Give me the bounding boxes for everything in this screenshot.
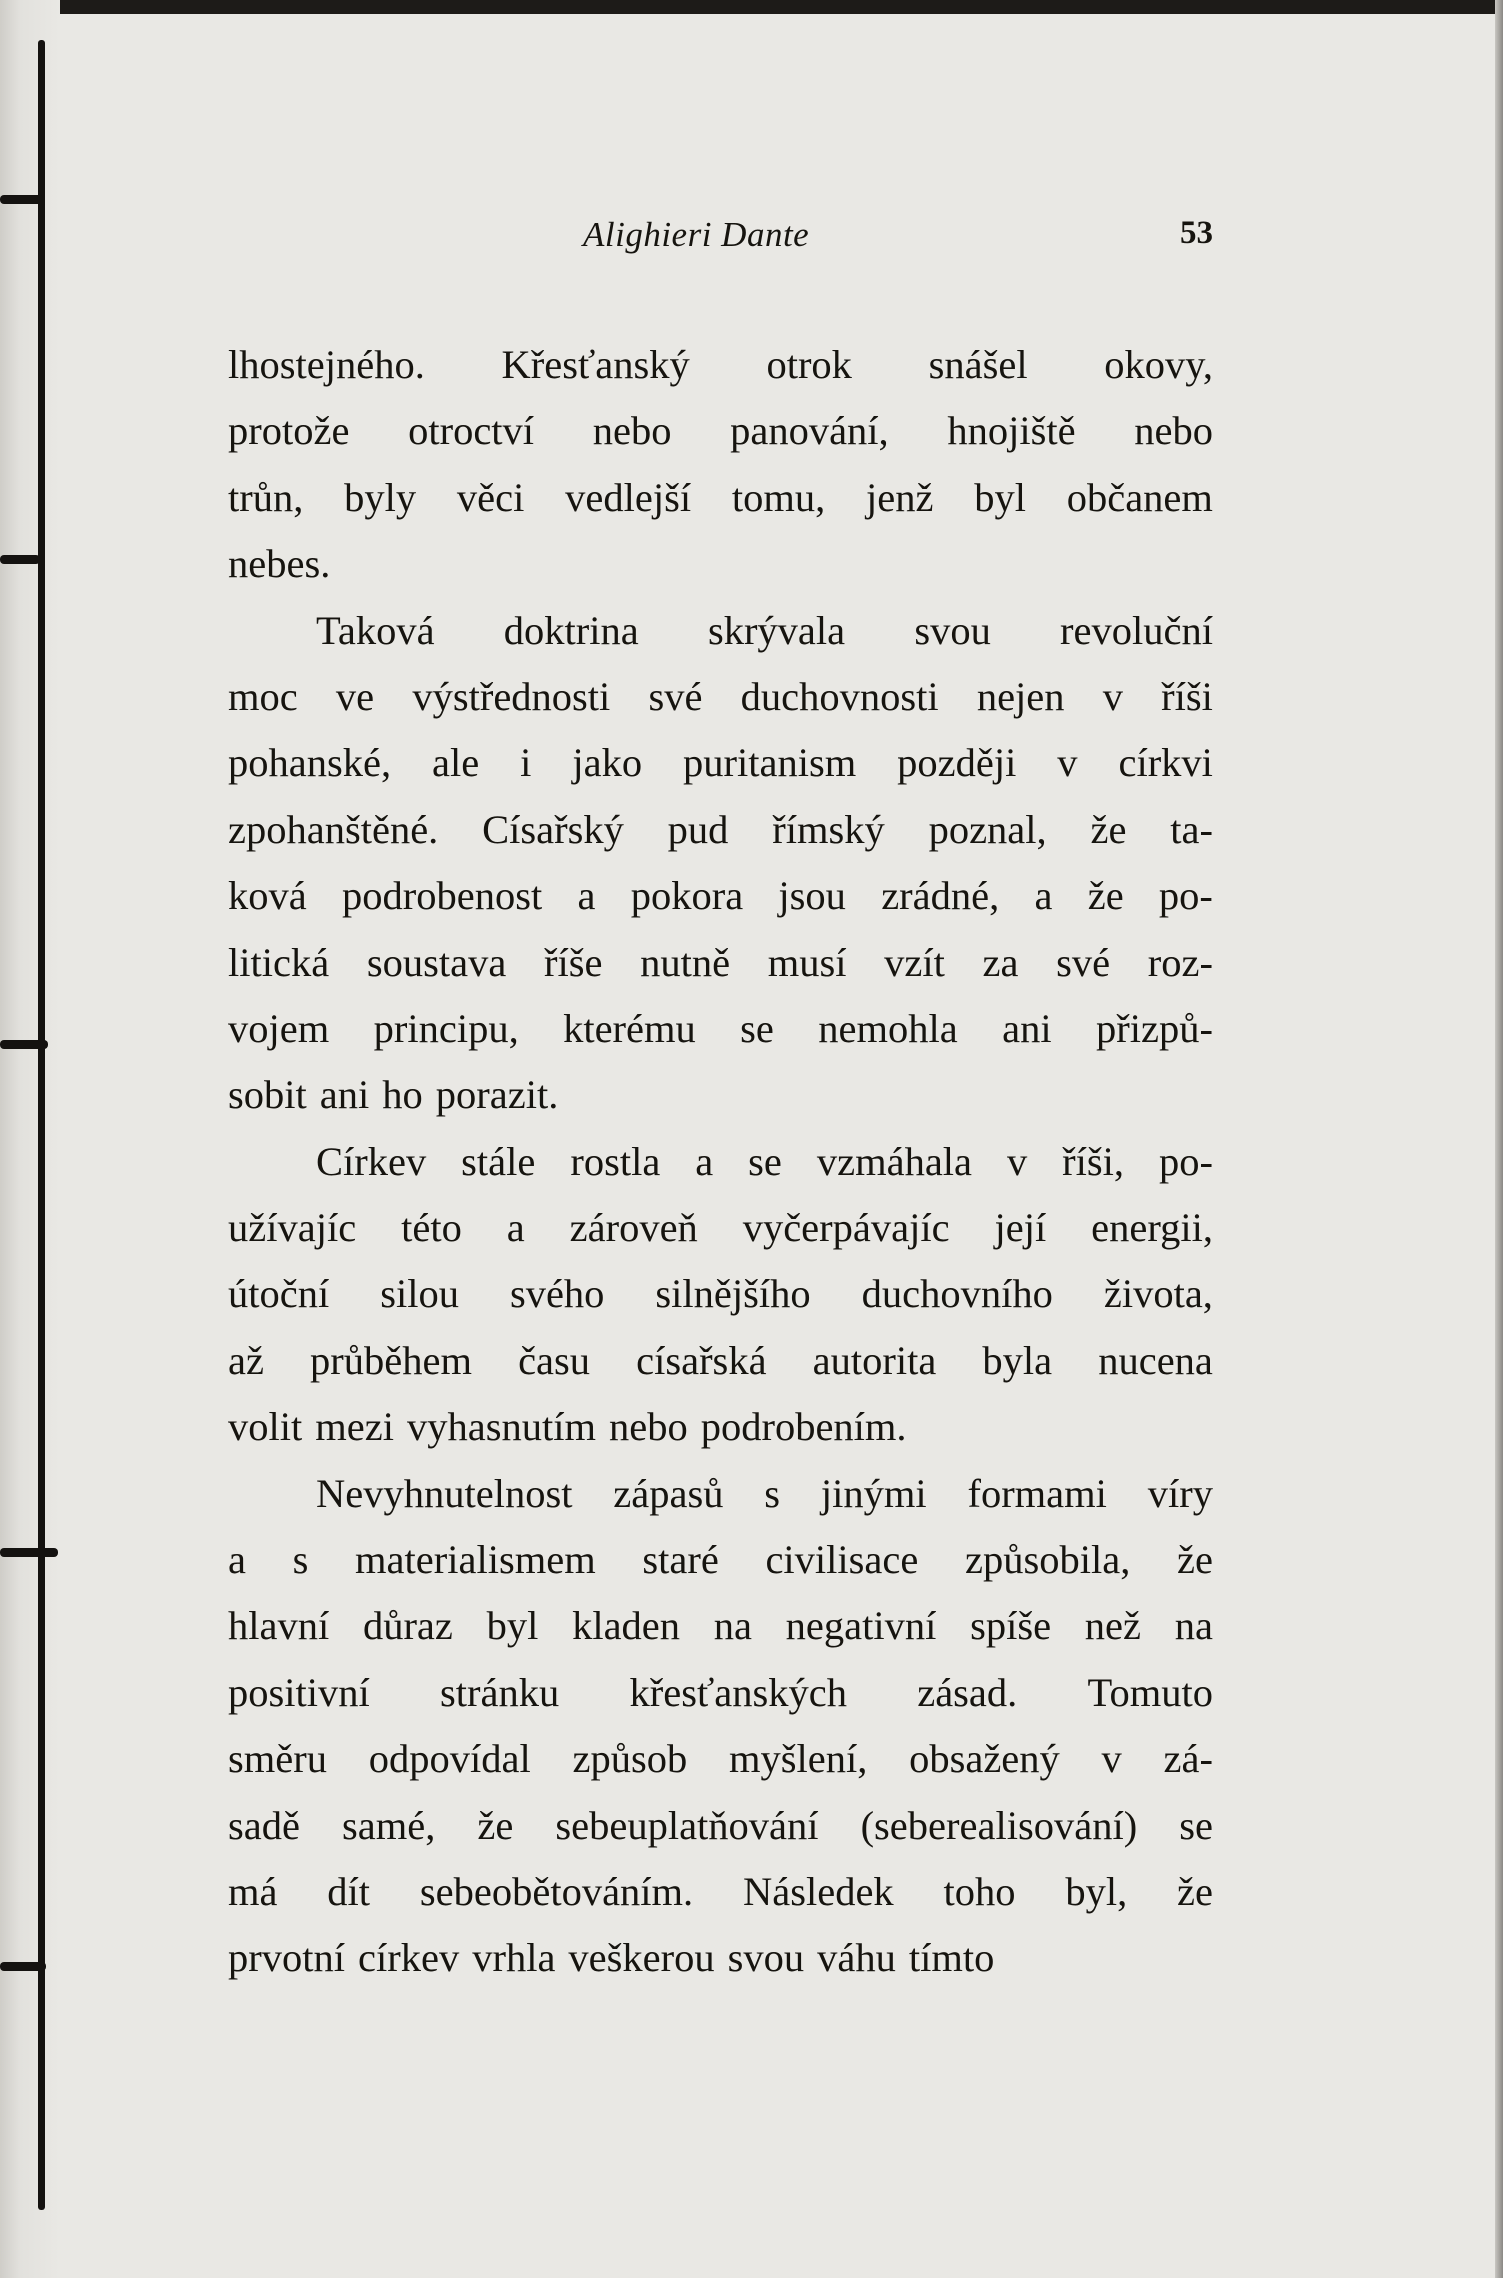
page-number: 53	[1180, 215, 1213, 251]
binding-mark	[0, 555, 40, 564]
text-line: litická soustava říše nutně musí vzít za své roz-	[228, 939, 1213, 985]
text-line: prvotní církev vrhla veškerou svou váhu tímto	[228, 1935, 995, 1981]
text-line: a s materialismem staré civilisace způsobila, že	[228, 1537, 1213, 1583]
book-page	[228, 215, 1213, 1992]
text-line: moc ve výstřednosti své duchovnosti nejen v říši	[228, 673, 1213, 719]
text-line: až průběhem času císařská autorita byla nucena	[228, 1337, 1213, 1383]
paragraph	[228, 1461, 1213, 1992]
scan-right-edge	[1495, 0, 1503, 2278]
text-line: zpohanštěné. Císařský pud římský poznal, že ta-	[228, 806, 1213, 852]
text-line: Nevyhnutelnost zápasů s jinými formami víry	[316, 1470, 1213, 1516]
text-line: pohanské, ale i jako puritanism později v církvi	[228, 740, 1213, 786]
text-line: užívajíc této a zároveň vyčerpávajíc její energii,	[228, 1205, 1213, 1251]
text-line: Církev stále rostla a se vzmáhala v říši, po-	[316, 1138, 1213, 1184]
text-line: hlavní důraz byl kladen na negativní spíše než na	[228, 1603, 1213, 1649]
text-line: sobit ani ho porazit.	[228, 1072, 559, 1118]
body-text	[228, 332, 1213, 1992]
running-title: Alighieri Dante	[583, 215, 810, 254]
text-line: sadě samé, že sebeuplatňování (seberealisování) se	[228, 1802, 1213, 1848]
binding-line	[38, 40, 45, 2210]
text-line: lhostejného. Křesťanský otrok snášel okovy,	[228, 342, 1213, 387]
binding-mark	[0, 1040, 48, 1049]
text-line: útoční silou svého silnějšího duchovního života,	[228, 1271, 1213, 1317]
text-line: positivní stránku křesťanských zásad. Tomuto	[228, 1669, 1213, 1715]
paragraph	[228, 598, 1213, 1129]
binding-mark	[0, 195, 44, 204]
running-head	[228, 215, 1213, 275]
binding-mark	[0, 1548, 58, 1557]
text-line: směru odpovídal způsob myšlení, obsažený v zá-	[228, 1736, 1213, 1782]
binding-edge	[0, 0, 60, 2278]
text-line: trůn, byly věci vedlejší tomu, jenž byl občanem	[228, 474, 1213, 520]
text-line: Taková doktrina skrývala svou revoluční	[316, 607, 1213, 653]
paragraph	[228, 1129, 1213, 1461]
text-line: volit mezi vyhasnutím nebo podrobením.	[228, 1404, 907, 1450]
paragraph	[228, 332, 1213, 598]
binding-mark	[0, 1962, 46, 1971]
text-line: má dít sebeobětováním. Následek toho byl, že	[228, 1868, 1213, 1914]
text-line: nebes.	[228, 541, 331, 587]
scan-top-edge	[0, 0, 1503, 14]
text-line: ková podrobenost a pokora jsou zrádné, a že po-	[228, 873, 1213, 919]
text-line: vojem principu, kterému se nemohla ani přizpů-	[228, 1005, 1213, 1051]
text-line: protože otroctví nebo panování, hnojiště nebo	[228, 408, 1213, 454]
